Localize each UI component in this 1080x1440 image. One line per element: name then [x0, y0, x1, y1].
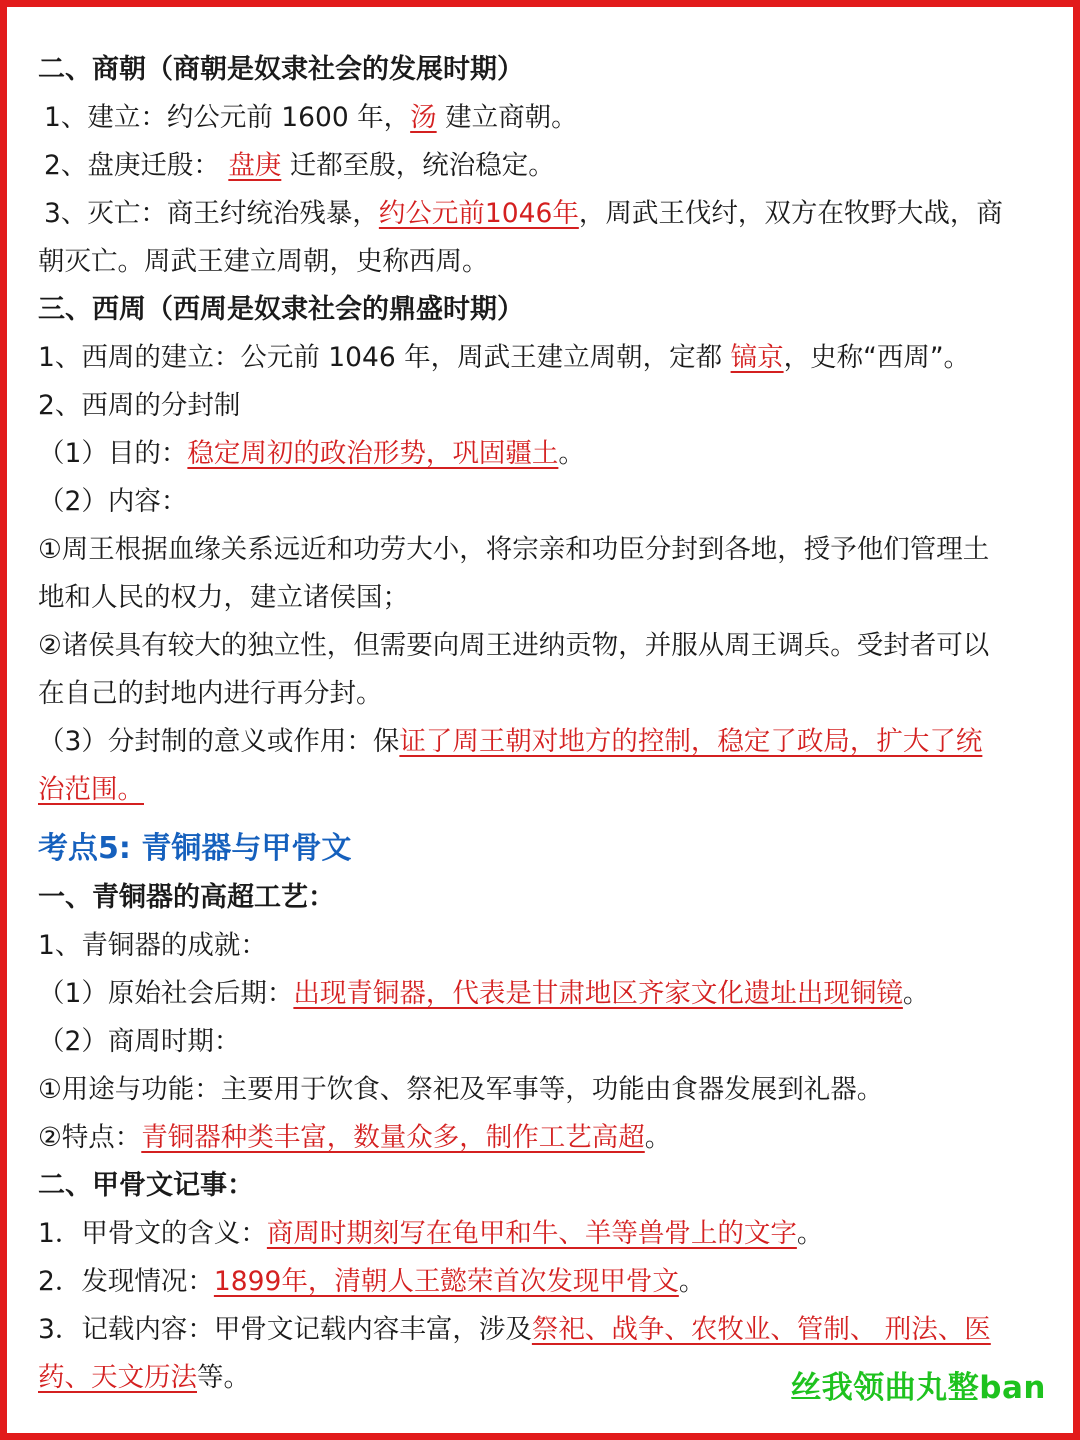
- section-heading-bronze: 一、青铜器的高超工艺：: [38, 882, 335, 913]
- oracle-discovery: [38, 1258, 1050, 1306]
- text: ，史称“西周”。: [783, 342, 971, 373]
- fenfeng-meaning: [38, 718, 1050, 766]
- text: 1、建立：约公元前 1600 年，: [44, 102, 411, 133]
- shang-item-fall-cont: 朝灭亡。周武王建立周朝，史称西周。: [38, 246, 489, 277]
- bronze-primitive: [38, 970, 1050, 1018]
- text: ②特点：: [38, 1122, 142, 1153]
- bronze-shangzhou-label: （2）商周时期：: [38, 1026, 241, 1057]
- key-answer: 汤: [410, 102, 437, 133]
- text: 。: [644, 1122, 672, 1153]
- text: 1．甲骨文的含义：: [38, 1218, 267, 1249]
- bronze-feature: [38, 1114, 1050, 1162]
- key-answer: 祭祀、战争、农牧业、管制、 刑法、医: [531, 1314, 991, 1345]
- key-answer: 稳定周初的政治形势，巩固疆土: [187, 438, 559, 469]
- fenfeng-content-2-cont: 在自己的封地内进行再分封。: [38, 678, 383, 709]
- text: 。: [796, 1218, 824, 1249]
- text: 1、西周的建立：公元前 1046 年，周武王建立周朝，定都: [38, 342, 723, 373]
- text: 3．记载内容：甲骨文记载内容丰富，涉及: [38, 1314, 532, 1345]
- text: 3、灭亡：商王纣统治残暴，: [44, 198, 379, 229]
- key-answer: 治范围。: [38, 774, 144, 805]
- key-answer: 约公元前1046年: [378, 198, 579, 229]
- oracle-content: [38, 1306, 1050, 1354]
- shang-item-founding: [38, 94, 1050, 142]
- fenfeng-content-1-cont: 地和人民的权力，建立诸侯国；: [38, 582, 409, 613]
- text: （1）目的：: [38, 438, 188, 469]
- text: （3）分封制的意义或作用：保: [38, 726, 400, 757]
- document-body: [38, 46, 1050, 1402]
- key-answer: 镐京: [730, 342, 784, 373]
- section-heading-xizhou: 三、西周（西周是奴隶社会的鼎盛时期）: [38, 294, 524, 325]
- key-answer: 1899年，清朝人王懿荣首次发现甲骨文: [213, 1266, 679, 1297]
- kaodian-title: 考点5: 青铜器与甲骨文: [38, 831, 352, 866]
- text: 。: [558, 438, 585, 469]
- fenfeng-content-label: （2）内容：: [38, 486, 188, 517]
- xizhou-item-founding: [38, 334, 1050, 382]
- bronze-achievements: 1、青铜器的成就：: [38, 930, 267, 961]
- key-answer: 青铜器种类丰富，数量众多，制作工艺高超: [141, 1122, 645, 1153]
- fenfeng-meaning-cont: [38, 766, 1050, 814]
- key-answer: 商周时期刻写在龟甲和牛、羊等兽骨上的文字: [266, 1218, 797, 1249]
- section-heading-shang: 二、商朝（商朝是奴隶社会的发展时期）: [38, 54, 524, 85]
- fenfeng-purpose: [38, 430, 1050, 478]
- text: 。: [902, 978, 930, 1009]
- oracle-meaning: [38, 1210, 1050, 1258]
- text: 等。: [197, 1362, 250, 1393]
- shang-item-pangeng: [38, 142, 1050, 190]
- key-answer: 出现青铜器，代表是甘肃地区齐家文化遗址出现铜镜: [293, 978, 903, 1009]
- key-answer: 证了周王朝对地方的控制，稳定了政局，扩大了统: [399, 726, 983, 757]
- text: 迁都至殷，统治稳定。: [289, 150, 555, 181]
- text: ，周武王伐纣，双方在牧野大战，商: [578, 198, 1003, 229]
- section-heading-oracle: 二、甲骨文记事：: [38, 1170, 254, 1201]
- watermark: 丝我领曲丸整ban: [790, 1370, 1046, 1406]
- key-answer: 药、天文历法: [38, 1362, 197, 1393]
- text: （1）原始社会后期：: [38, 978, 294, 1009]
- key-answer: 盘庚: [228, 150, 282, 181]
- text: 建立商朝。: [445, 102, 578, 133]
- text: 2、盘庚迁殷：: [44, 150, 220, 181]
- xizhou-item-fenfeng: 2、西周的分封制: [38, 390, 241, 421]
- fenfeng-content-2: ②诸侯具有较大的独立性，但需要向周王进纳贡物，并服从周王调兵。受封者可以: [38, 630, 990, 661]
- shang-item-fall: [38, 190, 1050, 238]
- bronze-use: ①用途与功能：主要用于饮食、祭祀及军事等，功能由食器发展到礼器。: [38, 1074, 884, 1105]
- fenfeng-content-1: ①周王根据血缘关系远近和功劳大小，将宗亲和功臣分封到各地，授予他们管理土: [38, 534, 990, 565]
- text: 2．发现情况：: [38, 1266, 214, 1297]
- text: 。: [678, 1266, 706, 1297]
